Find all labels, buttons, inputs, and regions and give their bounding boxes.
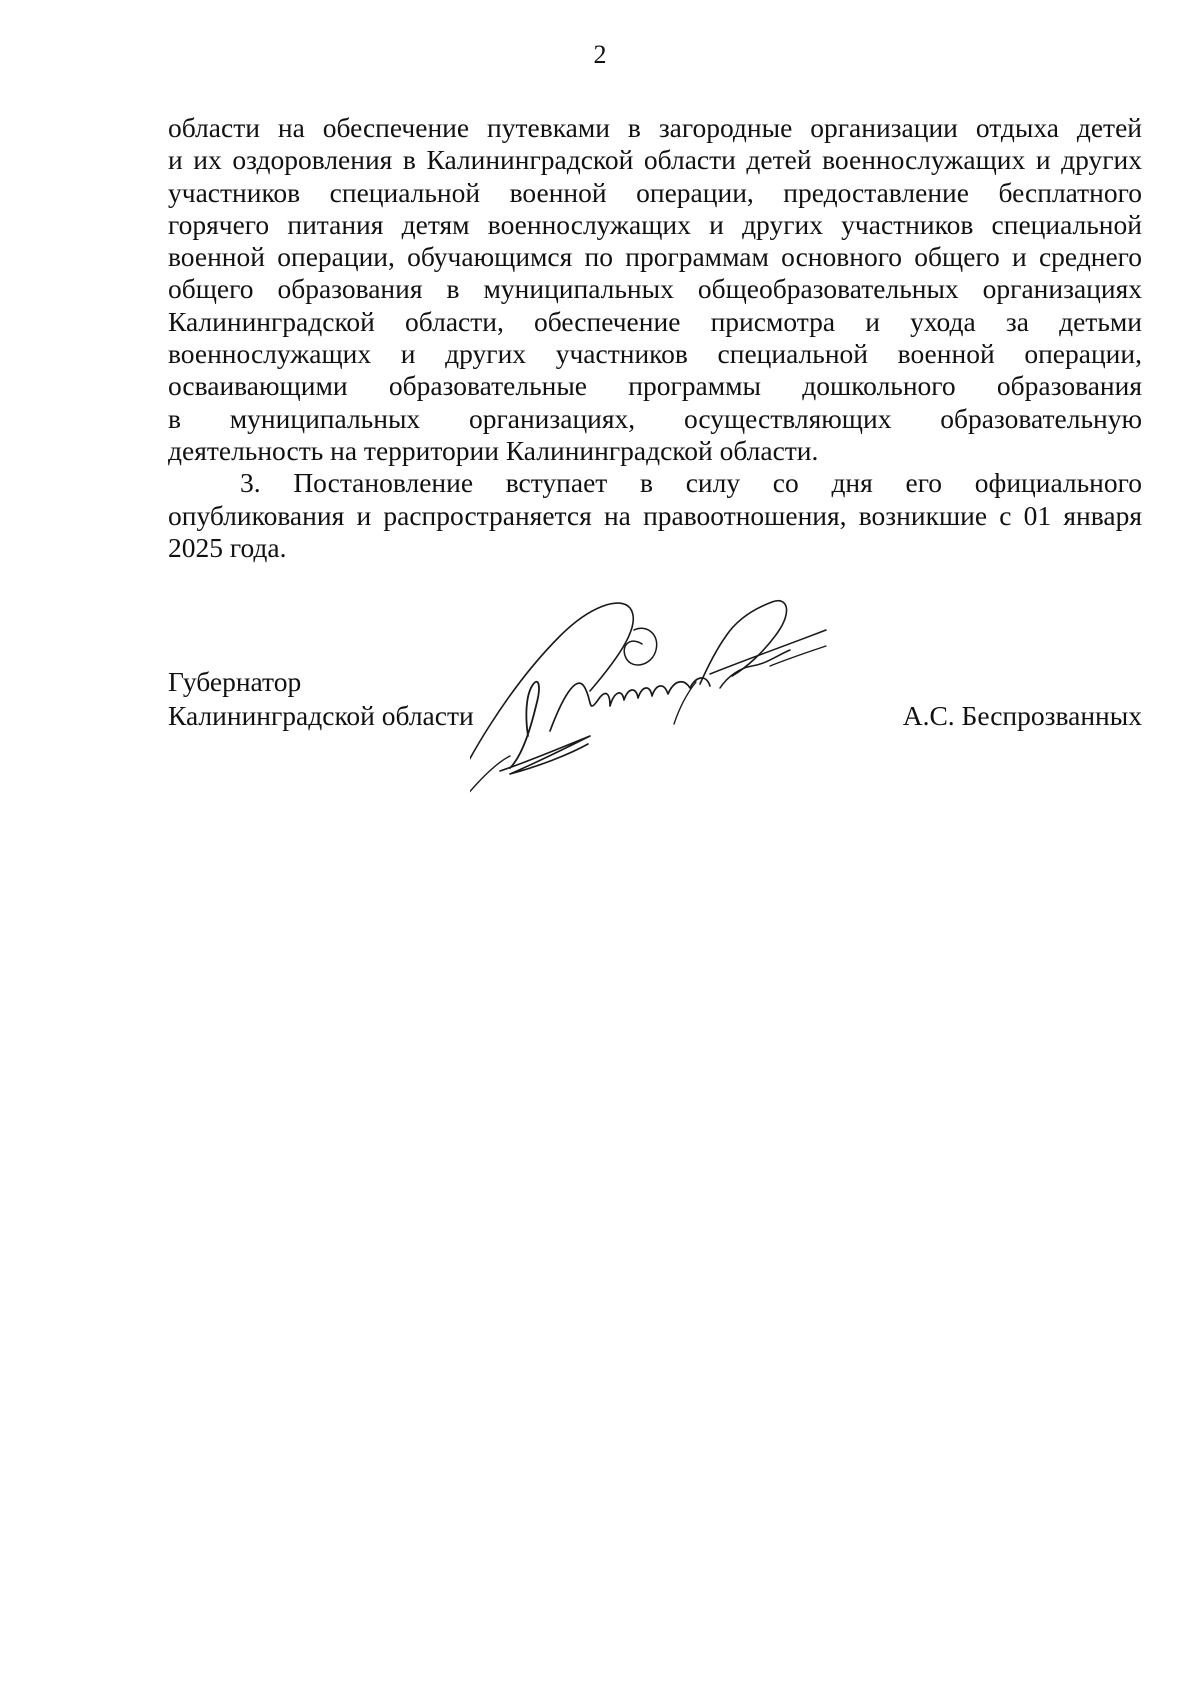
body-line: общего образования в муниципальных общеобразовательных организациях bbox=[168, 273, 1142, 305]
signatory-position: Губернатор bbox=[168, 666, 302, 697]
body-line: Калининградской области, обеспечение присмотра и ухода за детьми bbox=[168, 305, 1142, 337]
paragraph-3-first-line: 3. Постановление вступает в силу со дня его официального bbox=[240, 467, 1142, 499]
body-line: военной операции, обучающимся по программам основного общего и среднего bbox=[168, 241, 1142, 273]
body-line: в муниципальных организациях, осуществляющих образовательную bbox=[168, 402, 1142, 434]
signature-block bbox=[168, 665, 1142, 733]
body-line: и их оздоровления в Калининградской области детей военнослужащих и других bbox=[168, 144, 1142, 176]
body-line: деятельность на территории Калининградской области. bbox=[168, 434, 819, 466]
body-line: опубликования и распространяется на правоотношения, возникшие с 01 января bbox=[168, 499, 1142, 531]
body-line: военнослужащих и других участников специальной военной операции, bbox=[168, 338, 1142, 370]
body-line: 2025 года. bbox=[168, 531, 287, 563]
signatory-region: Калининградской области bbox=[168, 700, 474, 731]
page-number: 2 bbox=[593, 40, 607, 69]
signatory-name: А.С. Беспрозванных bbox=[902, 700, 1142, 731]
body-line: осваивающими образовательные программы дошкольного образования bbox=[168, 370, 1142, 402]
body-text bbox=[168, 112, 1142, 564]
body-line: горячего питания детям военнослужащих и других участников специальной bbox=[168, 208, 1142, 240]
body-line: участников специальной военной операции, предоставление бесплатного bbox=[168, 176, 1142, 208]
body-line: области на обеспечение путевками в загородные организации отдыха детей bbox=[168, 112, 1142, 143]
